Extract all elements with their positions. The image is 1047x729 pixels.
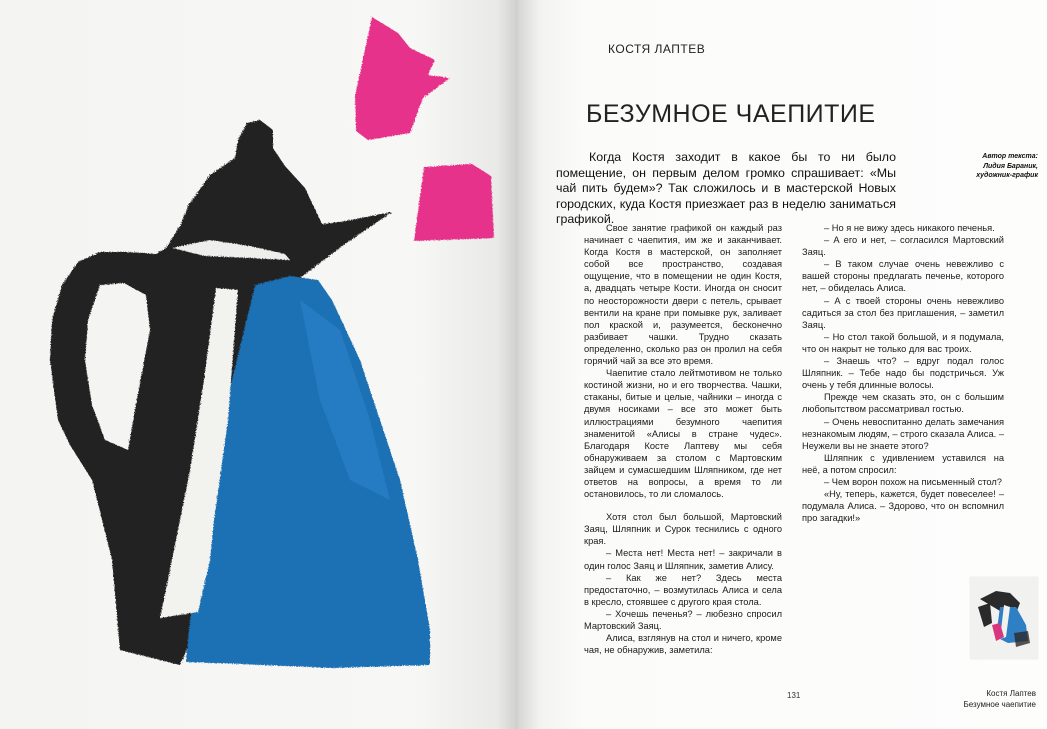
thumbnail-teapot-image [970, 577, 1038, 659]
pink-lid-shape [355, 17, 450, 140]
credit-line: Лидия Бараник, [983, 162, 1038, 170]
paragraph: – А с твоей стороны очень невежливо садиться за стол без приглашения, – заметил Заяц. [802, 295, 1004, 330]
paragraph: Прежде чем сказать это, он с большим любопытством рассматривал гостью. [802, 392, 1004, 415]
paragraph: – Но стол такой большой, и я подумала, что он накрыт не только для вас троих. [802, 331, 1004, 354]
text-author-credit [910, 152, 1038, 181]
paragraph: – Очень невоспитанно делать замечания незнакомым людям, – строго сказала Алиса. – Неужели вы не знаете этого? [802, 416, 1004, 451]
pink-cup-shape [414, 164, 494, 241]
article-lead: Когда Костя заходит в какое бы то ни было помещение, он первым делом громко спрашивает: «Мы чай пить будем»? Так сложилось и в мастерской Новых городских, куда Костя приезжает раз в неделю заниматься графикой. [556, 150, 896, 227]
author-name-header: КОСТЯ ЛАПТЕВ [608, 42, 706, 56]
body-column-right [802, 222, 1004, 524]
paragraph: – Чем ворон похож на письменный стол? [824, 476, 1002, 487]
paragraph: – Но я не вижу здесь никакого печенья. [824, 223, 995, 233]
credit-line: художник-график [976, 172, 1038, 179]
teapot-illustration [0, 0, 518, 729]
paragraph: – Знаешь что? – вдруг подал голос Шляпник. – Тебе надо бы подстричься. Уж очень у тебя длинные волосы. [802, 356, 1004, 391]
running-footer-author: Костя Лаптев [986, 689, 1036, 698]
paragraph: – В таком случае очень невежливо с вашей стороны предлагать печенье, которого нет, – обиделась Алиса. [802, 259, 1004, 294]
paragraph: Свое занятие графикой он каждый раз начинает с чаепития, им же и заканчивает. Когда Костя в мастерской, он заполняет собой все пространство, создавая ощущение, что в помещении не один Костя, а, двадцать четыре Кости. Иногда он сносит по неосторожности двери с петель, срывает вентили на кране при помывке рук, заливает пол краской и, разумеется, бесконечно разбивает чашки. Трудно сказать определенно, сколько раз он пролил на себя горячий чай за все это время. [584, 223, 782, 367]
paragraph: – А его и нет, – согласился Мартовский Заяц. [802, 235, 1004, 258]
left-page [0, 0, 518, 729]
paragraph: Алиса, взглянув на стол и ничего, кроме чая, не обнаружив, заметила: [584, 633, 782, 656]
paragraph: – Места нет! Места нет! – закричали в один голос Заяц и Шляпник, заметив Алису. [584, 548, 782, 571]
page-number: 131 [787, 691, 801, 700]
paragraph: Хотя стол был большой, Мартовский Заяц, Шляпник и Сурок теснились с одного края. [584, 512, 782, 547]
artwork-thumbnail [970, 577, 1038, 659]
paragraph: Чаепитие стало лейтмотивом не только костиной жизни, но и его творчества. Чашки, стаканы, битые и целые, чайники – иногда с двумя носиками – все это может быть иллюстрациями безумного чаепития знаменитой «Алисы в стране чудес». Благодаря Косте Лаптеву мы себя обнаруживаем за столом с Мартовским зайцем и сумасшедшим Шляпником, где нет ответов на вопросы, а время то ли остановилось, то ли сломалось. [584, 368, 782, 500]
paragraph: «Ну, теперь, кажется, будет повеселее! – подумала Алиса. – Здорово, что он вспомнил про загадки!» [802, 489, 1004, 524]
body-column-left [584, 222, 782, 656]
article-title: БЕЗУМНОЕ ЧАЕПИТИЕ [586, 100, 876, 128]
running-footer [930, 688, 1036, 710]
paragraph: – Как же нет? Здесь места предостаточно, – возмутилась Алиса и села в кресло, стоявшее с другого края стола. [584, 572, 782, 607]
credit-line: Автор текста: [982, 153, 1038, 160]
paragraph: – Хочешь печенья? – любезно спросил Мартовский Заяц. [584, 608, 782, 631]
running-footer-title: Безумное чаепитие [963, 700, 1036, 709]
paragraph: Шляпник с удивлением уставился на неё, а потом спросил: [802, 452, 1004, 475]
